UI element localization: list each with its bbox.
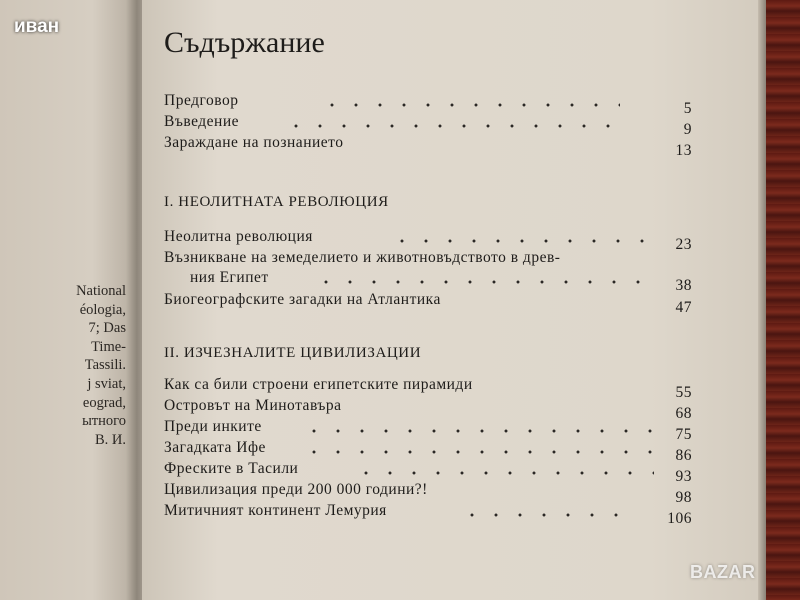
dot-leader — [302, 446, 654, 458]
toc-entry — [164, 376, 692, 401]
toc-entry-title: Биогеографските загадки на Атлантика — [164, 291, 441, 308]
toc-entry — [164, 228, 692, 253]
toc-entry-title: Предговор — [164, 92, 239, 109]
toc-entry — [164, 92, 692, 117]
page-title: Съдържание — [164, 26, 325, 59]
left-text-line: éologia, — [79, 301, 126, 318]
toc-section-1-list — [164, 228, 692, 316]
toc-entry-page: 38 — [675, 277, 692, 294]
toc-entry-page: 106 — [667, 510, 692, 527]
dot-leader — [390, 235, 658, 247]
left-text-line: National — [76, 283, 126, 299]
toc-entry-page: 47 — [675, 299, 692, 316]
toc-entry-page: 55 — [675, 384, 692, 401]
dot-leader — [354, 467, 654, 479]
toc-entry — [164, 397, 692, 422]
toc-entry — [164, 502, 692, 527]
toc-entry-title: Цивилизация преди 200 000 години?! — [164, 481, 428, 498]
dot-leader — [302, 425, 654, 437]
left-text-line: 7; Das — [88, 320, 126, 337]
toc-entry — [164, 291, 692, 316]
left-text-line: В. И. — [94, 431, 126, 448]
section-heading: I. НЕОЛИТНАТА РЕВОЛЮЦИЯ — [164, 194, 389, 210]
toc-entry-title: Възникване на земеделието и животновъдството в древ- — [164, 249, 561, 266]
left-page-text — [2, 282, 132, 449]
toc-entry — [164, 481, 692, 506]
toc-entry-title: Митичният континент Лемурия — [164, 502, 387, 519]
book-cover-edge — [758, 0, 800, 600]
toc-entry — [164, 418, 692, 443]
toc-section-2-list — [164, 376, 692, 527]
toc-entry-page: 68 — [675, 405, 692, 422]
toc-entry-page: 9 — [683, 121, 692, 138]
toc-entry — [164, 134, 692, 159]
dot-leader — [284, 120, 620, 132]
toc-entry-title: Фреските в Тасили — [164, 460, 299, 477]
dot-leader — [314, 276, 652, 288]
toc-entry — [164, 249, 692, 294]
toc-entry — [164, 113, 692, 138]
left-text-line: j sviat, — [87, 375, 126, 392]
toc-entry-title: Загадката Ифе — [164, 439, 266, 456]
toc-entry-page: 5 — [683, 100, 692, 117]
toc-entry-title: Преди инките — [164, 418, 262, 435]
toc-entry-title: Неолитна революция — [164, 228, 313, 245]
left-page — [0, 0, 132, 600]
toc-entry-title-continued: ния Египет — [190, 269, 269, 286]
left-text-line: ытного — [82, 413, 126, 430]
toc-entry-page: 98 — [675, 489, 692, 506]
watermark-username: иван — [14, 16, 60, 37]
toc-entry-title: Зараждане на познанието — [164, 134, 344, 151]
toc-intro-list — [164, 92, 692, 159]
toc-entry-page: 13 — [675, 142, 692, 159]
left-text-line: Tassili. — [84, 357, 126, 374]
toc-entry-title: Как са били строени египетските пирамиди — [164, 376, 473, 393]
left-text-line: eograd, — [82, 394, 126, 411]
toc-entry-page: 86 — [675, 447, 692, 464]
toc-entry-page: 75 — [675, 426, 692, 443]
toc-entry — [164, 460, 692, 485]
toc-entry-title: Въведение — [164, 113, 239, 130]
left-text-line: Time- — [91, 338, 126, 355]
toc-entry-page: 23 — [675, 236, 692, 253]
toc-entry-page: 93 — [675, 468, 692, 485]
watermark-logo: BAZAR — [690, 562, 756, 582]
toc-entry-title: Островът на Минотавъра — [164, 397, 342, 414]
dot-leader — [460, 509, 628, 521]
dot-leader — [320, 99, 620, 111]
toc-entry — [164, 439, 692, 464]
section-heading: II. ИЗЧЕЗНАЛИТЕ ЦИВИЛИЗАЦИИ — [164, 345, 422, 361]
